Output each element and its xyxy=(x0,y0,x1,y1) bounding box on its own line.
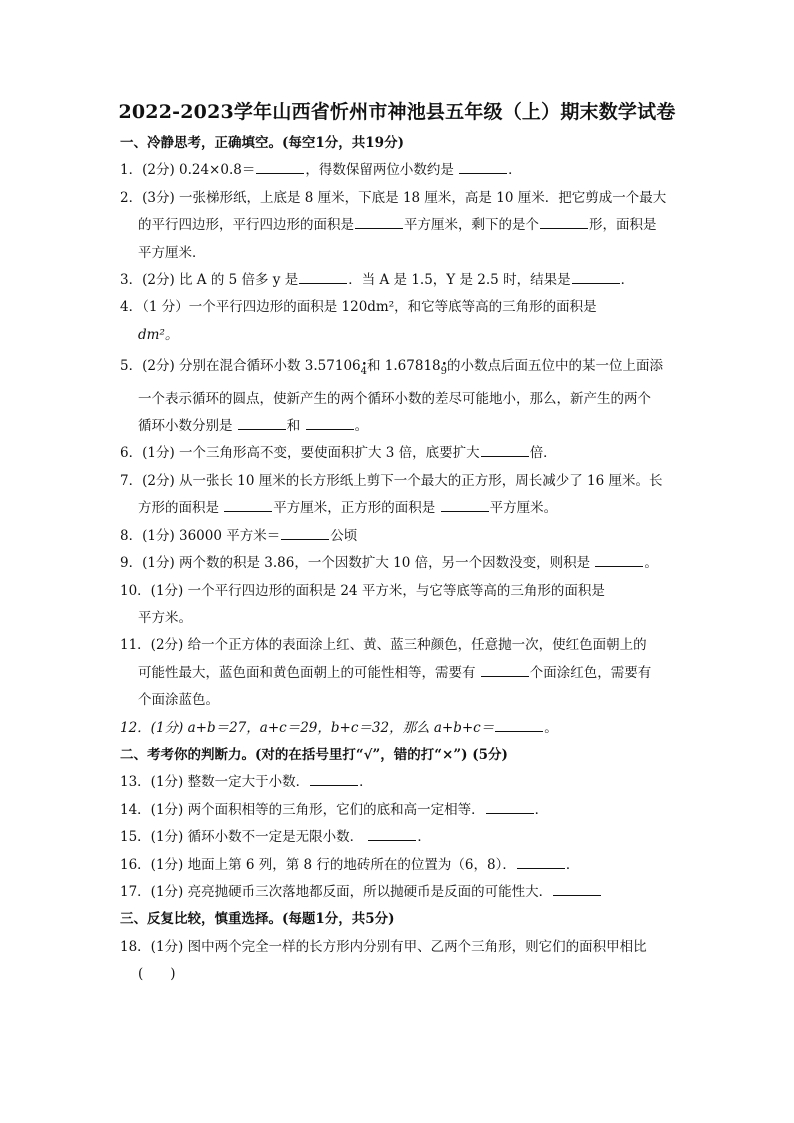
question-8: 8．(1分) 36000 平方米＝ 公顷 xyxy=(120,523,680,550)
answer-blank[interactable] xyxy=(572,269,620,284)
answer-blank[interactable] xyxy=(355,214,403,229)
answer-blank[interactable] xyxy=(299,269,347,284)
question-11: 11．(2分) 给一个正方体的表面涂上红、黄、蓝三种颜色，任意抛一次，使红色面朝上的 可能性最大，蓝色面和黄色面朝上的可能性相等，需要有 个面涂红色，需要有 个面涂蓝色。 xyxy=(120,637,652,709)
question-5: 5．(2分) 分别在混合循环小数 3.57106• $_4$和 1.67818• $_9$的小数点后面五位中的某一位上面添 一个表示循环的圆点，使新产生的两个循环小数的差尽可能地小，那么，新产生的两个 循环小数分别是 和 。 xyxy=(120,353,680,440)
page-title: 2022-2023学年山西省忻州市神池县五年级（上）期末数学试卷 xyxy=(118,101,676,123)
answer-blank[interactable] xyxy=(224,497,272,512)
exam-content xyxy=(120,130,680,989)
question-14: 14．(1分) 两个面积相等的三角形，它们的底和高一定相等． ． xyxy=(120,797,680,824)
answer-blank[interactable] xyxy=(595,552,643,567)
question-4: 4．（1 分）一个平行四边形的面积是 120dm²，和它等底等高的三角形的面积是 dm²。 xyxy=(120,299,597,343)
answer-blank[interactable] xyxy=(495,717,543,732)
answer-blank[interactable] xyxy=(256,159,304,174)
question-10: 10．(1分) 一个平行四边形的面积是 24 平方米，与它等底等高的三角形的面积是 平方米。 xyxy=(120,582,605,626)
question-17: 17．(1分) 亮亮抛硬币三次落地都反面，所以抛硬币是反面的可能性大． xyxy=(120,879,680,906)
question-13: 13．(1分) 整数一定大于小数． ． xyxy=(120,769,680,796)
answer-blank[interactable] xyxy=(238,415,286,430)
question-3: 3．(2分) 比 A 的 5 倍多 y 是 ．当 A 是 1.5，Y 是 2.5 时，结果是 ． xyxy=(120,267,680,294)
answer-blank[interactable] xyxy=(553,881,601,896)
section-2-heading: 二、考考你的判断力。(对的在括号里打“√”，错的打“×”) (5分) xyxy=(120,746,508,763)
answer-blank[interactable] xyxy=(306,415,354,430)
question-6: 6．(1分) 一个三角形高不变，要使面积扩大 3 倍，底要扩大 倍． xyxy=(120,440,680,467)
answer-blank[interactable] xyxy=(281,525,329,540)
answer-blank[interactable] xyxy=(486,799,534,814)
question-15: 15．(1分) 循环小数不一定是无限小数． ． xyxy=(120,824,680,851)
answer-blank[interactable] xyxy=(441,497,489,512)
section-3-heading: 三、反复比较，慎重选择。(每题1分，共5分) xyxy=(120,911,395,928)
answer-blank[interactable] xyxy=(459,159,507,174)
answer-blank[interactable] xyxy=(368,826,416,841)
answer-blank[interactable] xyxy=(540,214,588,229)
answer-blank[interactable] xyxy=(310,771,358,786)
answer-blank[interactable] xyxy=(481,662,529,677)
answer-parentheses[interactable]: ( ) xyxy=(138,966,176,983)
section-1-heading: 一、冷静思考，正确填空。(每空1分，共19分) xyxy=(120,135,404,151)
question-1: 1．(2分) 0.24×0.8＝ ，得数保留两位小数约是 ． xyxy=(120,157,680,184)
question-2: 2．(3分) 一张梯形纸，上底是 8 厘米，下底是 18 厘米，高是 10 厘米．把它剪成一个最大 的平行四边形，平行四边形的面积是 平方厘米，剩下的是个 形，面积是 平方厘米． xyxy=(120,189,667,261)
question-7: 7．(2分) 从一张长 10 厘米的长方形纸上剪下一个最大的正方形，周长减少了 16 厘米。长 方形的面积是 平方厘米，正方形的面积是 平方厘米。 xyxy=(120,472,663,517)
question-18: 18．(1分) 图中两个完全一样的长方形内分别有甲、乙两个三角形，则它们的面积甲相比 ( ) xyxy=(120,934,680,989)
question-16: 16．(1分) 地面上第 6 列，第 8 行的地砖所在的位置为（6，8）． ． xyxy=(120,852,680,879)
question-9: 9．(1分) 两个数的积是 3.86，一个因数扩大 10 倍，另一个因数没变，则积是 。 xyxy=(120,550,680,577)
answer-blank[interactable] xyxy=(481,442,529,457)
answer-blank[interactable] xyxy=(517,854,565,869)
question-12: 12．(1分) a+b＝27，a+c＝29，b+c＝32，那么 a+b+c＝ 。 xyxy=(120,715,680,742)
